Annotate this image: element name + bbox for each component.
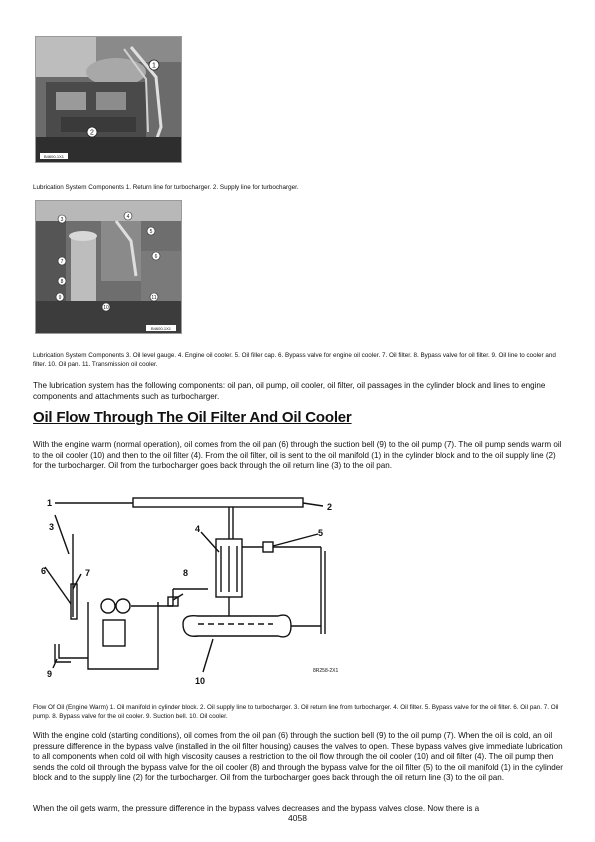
photo1-callout: 2 [90,129,94,137]
photo-lubrication-components-illustration [36,201,181,333]
caption-turbocharger-lines: Lubrication System Components 1. Return line for turbocharger. 2. Supply line for turbocharger. [33,184,299,191]
paragraph-warm-transition: When the oil gets warm, the pressure difference in the bypass valves decreases and the bypass valves close. Now there is a [33,804,480,813]
photo2-callout: 3 [60,217,64,223]
photo2-callout: 5 [149,229,153,235]
photo2-callout: 7 [60,259,64,265]
diagram-label: 3 [49,522,55,532]
photo1-callout: 1 [152,62,156,70]
photo2-callout: 11 [151,295,157,301]
diagram-label: 2 [327,502,333,512]
caption-oil-flow-warm: Flow Of Oil (Engine Warm) 1. Oil manifold in cylinder block. 2. Oil supply line to turbocharger. 3. Oil return line from turbocharger. 4. Oil filter. 5. Bypass valve for the oil filter. 6. Oil pan. 7. Oil pump. 8. Bypass valve for the oil cooler. 9. Suction bell. 10. Oil cooler. [33,704,559,720]
oil-flow-diagram-schematic [33,494,363,692]
diagram-label: 6 [41,566,47,576]
photo2-callout: 9 [58,295,62,301]
diagram-label: 10 [195,676,206,686]
diagram-label: 8 [183,568,189,578]
paragraph-warm-flow: With the engine warm (normal operation), oil comes from the oil pan (6) through the suction bell (9) to the oil pump (7). The oil pump sends warm oil to the oil cooler (10) and then to the oil filter (4). From the oil filter, oil is sent to the oil manifold (1) in the cylinder block and to the oil supply line (2) for the turbocharger. Oil from the turbocharger goes back through the oil return line (3) to the oil pan. [33,440,562,471]
oil-flow-diagram [33,494,363,692]
photo-turbocharger-lines-illustration [36,37,181,162]
photo2-callout: 6 [154,254,158,260]
diagram-label: 7 [85,568,91,578]
caption-lubrication-components: Lubrication System Components 3. Oil level gauge. 4. Engine oil cooler. 5. Oil filler cap. 6. Bypass valve for engine oil cooler. 7. Oil filter. 8. Bypass valve for oil filter. 9. Oil line to cooler and filter. 10. Oil pan. 11. Transmission oil cooler. [33,352,556,368]
photo1-code: B4600-1X1 [43,154,65,159]
photo2-callout: 8 [60,279,64,285]
diagram-label: 5 [318,528,324,538]
page-number: 4058 [288,813,307,823]
paragraph-intro: The lubrication system has the following components: oil pan, oil pump, oil cooler, oil filter, oil passages in the cylinder block and lines to engine components and attachments such as turbocharger. [33,381,546,401]
photo2-callout: 10 [103,305,109,311]
diagram-label: 4 [195,524,201,534]
diagram-label: 9 [47,669,53,679]
photo2-callout: 4 [126,214,130,220]
paragraph-cold-flow: With the engine cold (starting conditions), oil comes from the oil pan (6) through the suction bell (9) to the oil pump (7). When the oil is cold, an oil pressure difference in the bypass valve (installed in the oil filter housing) causes the valves to open. These bypass valves give immediate lubrication to all components when cold oil with high viscosity causes a restriction to the oil flow through the oil cooler (10) and oil filter (4). The oil pump then sends the cold oil through the bypass valve for the oil cooler (8) and through the bypass valve for the oil filter (5) to the oil manifold (1) in the cylinder block and to the supply line (2) for the turbocharger. Oil from the turbocharger goes back through the oil return line (3) to the oil pan. [33,731,563,783]
photo-turbocharger-lines [35,36,182,163]
diagram-code: 8R258-2X1 [313,668,339,674]
photo2-code: B4600-1X1 [150,326,172,331]
section-heading: Oil Flow Through The Oil Filter And Oil Cooler [33,409,352,426]
diagram-label: 1 [47,498,53,508]
photo-lubrication-components [35,200,182,334]
